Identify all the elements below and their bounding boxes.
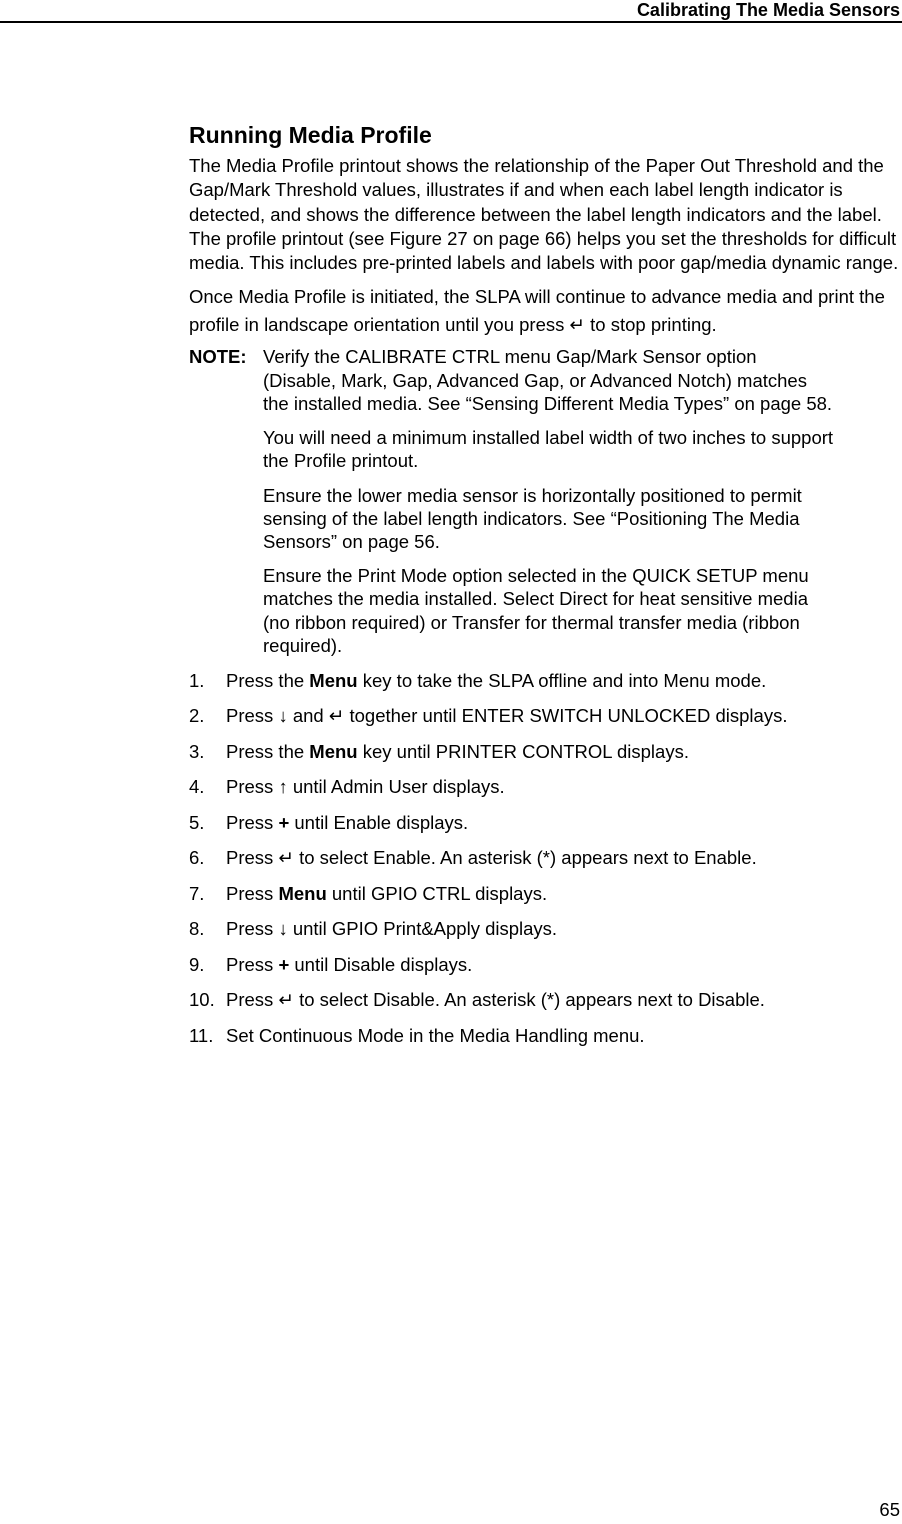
step-item: [189, 704, 901, 740]
note-line: (Disable, Mark, Gap, Advanced Gap, or Advanced Notch) matches: [263, 369, 807, 391]
step-text: [226, 740, 689, 776]
step-text: [226, 988, 765, 1024]
step-fragment: and: [287, 705, 329, 727]
note-line: (no ribbon required) or Transfer for thermal transfer media (ribbon: [263, 611, 800, 633]
step-fragment: to select Enable. An asterisk (*) appears next to Enable.: [293, 847, 757, 869]
page-number: 65: [879, 1499, 900, 1520]
step-item: [189, 740, 901, 776]
step-number: 6.: [189, 847, 205, 869]
note-label: NOTE:: [189, 346, 247, 368]
up-key-icon: ↑: [278, 776, 288, 798]
step-fragment: key to take the SLPA offline and into Menu mode.: [357, 669, 767, 691]
step-number: 10.: [189, 989, 215, 1011]
key-name: Menu: [278, 882, 327, 904]
step-item: [189, 846, 901, 882]
section-title: Running Media Profile: [189, 122, 432, 148]
step-fragment: to select Disable. An asterisk (*) appears next to Disable.: [293, 989, 765, 1011]
step-fragment: until Enable displays.: [289, 811, 469, 833]
note-paragraph: [263, 345, 901, 415]
step-fragment: Press: [226, 776, 279, 798]
step-item: [189, 988, 901, 1024]
step-fragment: Press: [226, 705, 279, 727]
step-item: [189, 882, 901, 918]
intro-paragraph: The Media Profile printout shows the relationship of the Paper Out Threshold and the Gap/Mark Threshold values, illustrates if and when each label length indicator is detected, and shows the difference between the label length indicators and the label. The profile printout (see Figure 27 on page 66) helps you set the thresholds for difficult media. This includes pre-printed labels and labels with poor gap/media dynamic range.: [189, 155, 899, 274]
note-paragraph: [263, 426, 901, 472]
down-key-icon: ↓: [278, 705, 288, 727]
steps-list: [189, 669, 901, 1060]
step-item: [189, 775, 901, 811]
step-item: [189, 1024, 901, 1060]
note-line: sensing of the label length indicators. See “Positioning The Media: [263, 507, 800, 529]
enter-key-icon: ↵: [278, 847, 294, 869]
step-number: 9.: [189, 953, 205, 975]
note-line: Verify the CALIBRATE CTRL menu Gap/Mark Sensor option: [263, 346, 757, 368]
step-fragment: until Disable displays.: [289, 953, 473, 975]
step-number: 2.: [189, 705, 205, 727]
note-line: the Profile printout.: [263, 450, 419, 472]
note-line: Ensure the Print Mode option selected in the QUICK SETUP menu: [263, 565, 809, 587]
step-number: 1.: [189, 669, 205, 691]
key-name: +: [278, 811, 290, 833]
enter-key-icon: ↵: [278, 989, 294, 1011]
step-number: 8.: [189, 918, 205, 940]
step-fragment: until Admin User displays.: [287, 776, 505, 798]
step-number: 11.: [189, 1024, 214, 1046]
step-fragment: until GPIO CTRL displays.: [326, 882, 548, 904]
step-fragment: Press: [226, 811, 279, 833]
note-line: Sensors” on page 56.: [263, 530, 440, 552]
step-text: [226, 669, 766, 705]
step-text: [226, 1024, 645, 1060]
note-line: the installed media. See “Sensing Different Media Types” on page 58.: [263, 392, 833, 414]
key-name: Menu: [309, 669, 358, 691]
note-line: You will need a minimum installed label width of two inches to support: [263, 427, 834, 449]
intro-text-before: Once Media Profile is initiated, the SLPA will continue to advance media and print the profile in landscape orientation until you press: [189, 286, 885, 336]
key-name: Menu: [309, 740, 358, 762]
step-fragment: Press: [226, 847, 279, 869]
step-text: [226, 917, 557, 953]
step-text: [226, 953, 472, 989]
note-body: [263, 345, 901, 656]
note-line: matches the media installed. Select Direct for heat sensitive media: [263, 588, 808, 610]
step-fragment: Press: [226, 953, 279, 975]
step-fragment: Press: [226, 882, 279, 904]
header-rule: [0, 21, 902, 23]
step-item: [189, 917, 901, 953]
step-fragment: Press: [226, 918, 279, 940]
page-header-title: Calibrating The Media Sensors: [636, 0, 900, 20]
step-text: [226, 882, 547, 918]
intro-text-after: to stop printing.: [585, 314, 717, 336]
intro-paragraph-2: [189, 283, 901, 339]
down-key-icon: ↓: [278, 918, 288, 940]
key-name: +: [278, 953, 290, 975]
main-content: [189, 118, 901, 1059]
step-fragment: Press the: [226, 740, 310, 762]
step-fragment: Press: [226, 989, 279, 1011]
step-text: [226, 704, 787, 740]
step-fragment: key until PRINTER CONTROL displays.: [357, 740, 689, 762]
note-block: [189, 345, 901, 656]
step-fragment: together until ENTER SWITCH UNLOCKED displays.: [344, 705, 788, 727]
step-number: 7.: [189, 882, 205, 904]
note-line: required).: [263, 634, 343, 656]
step-fragment: Press the: [226, 669, 310, 691]
step-item: [189, 669, 901, 705]
note-paragraph: [263, 564, 901, 657]
enter-key-icon: ↵: [328, 705, 345, 727]
step-number: 5.: [189, 811, 205, 833]
step-text: [226, 846, 757, 882]
step-number: 4.: [189, 776, 205, 798]
step-text: [226, 775, 505, 811]
step-text: [226, 811, 468, 847]
note-line: Ensure the lower media sensor is horizontally positioned to permit: [263, 484, 802, 506]
step-fragment: Set Continuous Mode in the Media Handling menu.: [226, 1024, 645, 1046]
step-fragment: until GPIO Print&Apply displays.: [287, 918, 558, 940]
step-item: [189, 953, 901, 989]
step-number: 3.: [189, 740, 205, 762]
note-paragraph: [263, 484, 901, 554]
enter-key-icon: ↵: [569, 314, 586, 336]
step-item: [189, 811, 901, 847]
